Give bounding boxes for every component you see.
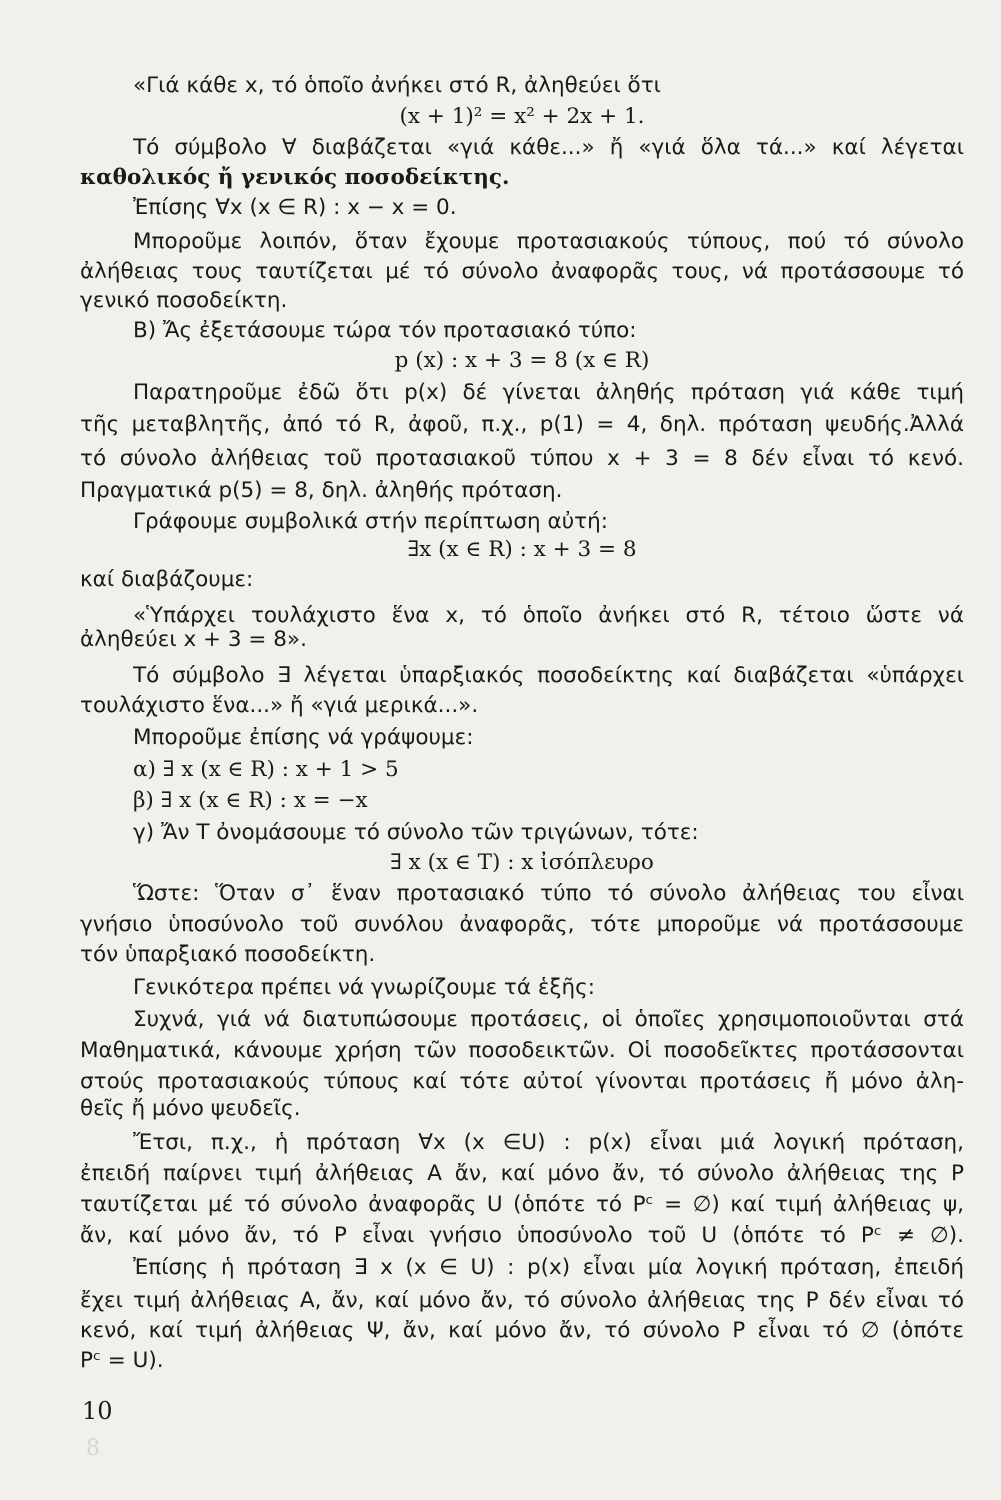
formula-line: β) ∃ x (x ∈ R) : x = −x [133, 788, 368, 813]
text-line: Γράφουμε συμβολικά στήν περίπτωση αὐτή: [133, 509, 608, 534]
text-line: «Γιά κάθε x, τό ὁποῖο ἀνήκει στό R, ἀληθεύει ὅτι [133, 73, 661, 98]
text-line: Τό σύμβολο ∀ διαβάζεται «γιά κάθε...» ἤ «γιά ὅλα τά...» καί λέγεται [133, 135, 964, 160]
text-line: στούς προτασιακούς τύπους καί τότε αὐτοί γίνονται προτάσεις ἤ μόνο ἀλη- [80, 1069, 964, 1094]
text-line: «Ὑπάρχει τουλάχιστο ἕνα x, τό ὁποῖο ἀνήκει στό R, τέτοιο ὥστε νά [133, 603, 964, 628]
formula-line: (x + 1)² = x² + 2x + 1. [399, 104, 645, 129]
formula-line: p (x) : x + 3 = 8 (x ∈ R) [394, 348, 650, 373]
text-line: Παρατηροῦμε ἐδῶ ὅτι p(x) δέ γίνεται ἀληθής πρόταση γιά κάθε τιμή [133, 380, 964, 405]
text-line: καί διαβάζουμε: [80, 567, 254, 592]
text-line: γενικό ποσοδείκτη. [80, 288, 288, 313]
text-line: Μποροῦμε λοιπόν, ὅταν ἔχουμε προτασιακούς τύπους, πού τό σύνολο [133, 229, 964, 254]
text-line: τό σύνολο ἀλήθειας τοῦ προτασιακοῦ τύπου x + 3 = 8 δέν εἶναι τό κενό. [80, 446, 964, 471]
text-line: Ἔτσι, π.χ., ἡ πρόταση ∀x (x ∈U) : p(x) εἶναι μιά λογική πρόταση, [133, 1130, 964, 1155]
text-line: Πραγματικά p(5) = 8, δηλ. ἀληθής πρόταση. [80, 478, 563, 503]
text-line: Ἐπίσης ἡ πρόταση ∃ x (x ∈ U) : p(x) εἶναι μία λογική πρόταση, ἐπειδή [133, 1255, 964, 1280]
formula-line: α) ∃ x (x ∈ R) : x + 1 > 5 [133, 757, 399, 782]
text-line: τουλάχιστο ἕνα...» ἤ «γιά μερικά...». [80, 693, 479, 718]
text-line: Β) Ἄς ἐξετάσουμε τώρα τόν προτασιακό τύπο: [133, 318, 637, 343]
formula-line: ∃x (x ∈ R) : x + 3 = 8 [407, 537, 637, 562]
text-line: ἄν, καί μόνο ἄν, τό Ρ εἶναι γνήσιο ὑποσύνολο τοῦ U (ὁπότε τό Ρᶜ ≠ ∅). [80, 1223, 964, 1248]
text-line: Ὥστε: Ὅταν σ᾽ ἕναν προτασιακό τύπο τό σύνολο ἀλήθειας του εἶναι [133, 881, 964, 906]
text-line: ἐπειδή παίρνει τιμή ἀλήθειας Α ἄν, καί μόνο ἄν, τό σύνολο ἀλήθειας της Ρ [80, 1161, 964, 1186]
formula-line: ∃ x (x ∈ Τ) : x ἰσόπλευρο [390, 850, 654, 875]
text-line: Μαθηματικά, κάνουμε χρήση τῶν ποσοδεικτῶν. Οἱ ποσοδεῖκτες προτάσσονται [80, 1038, 964, 1063]
text-line: γνήσιο ὑποσύνολο τοῦ συνόλου ἀναφορᾶς, τότε μποροῦμε νά προτάσσουμε [80, 912, 964, 937]
text-line: κενό, καί τιμή ἀλήθειας Ψ, ἄν, καί μόνο ἄν, τό σύνολο Ρ εἶναι τό ∅ (ὁπότε [80, 1318, 964, 1343]
text-line: γ) Ἄν Τ ὀνομάσουμε τό σύνολο τῶν τριγώνων, τότε: [133, 820, 699, 845]
text-line: Τό σύμβολο ∃ λέγεται ὑπαρξιακός ποσοδείκτης καί διαβάζεται «ὑπάρχει [133, 663, 964, 688]
text-line: Γενικότερα πρέπει νά γνωρίζουμε τά ἑξῆς: [133, 975, 595, 1000]
text-line: Συχνά, γιά νά διατυπώσουμε προτάσεις, οἱ ὁποῖες χρησιμοποιοῦνται στά [133, 1007, 964, 1032]
text-line: ἔχει τιμή ἀλήθειας Α, ἄν, καί μόνο ἄν, τό σύνολο ἀλήθειας της Ρ δέν εἶναι τό [80, 1288, 964, 1313]
text-line: Ἐπίσης ∀x (x ∈ R) : x − x = 0. [133, 195, 457, 220]
text-line: Ρᶜ = U). [80, 1348, 164, 1373]
text-line: τόν ὑπαρξιακό ποσοδείκτη. [80, 942, 376, 967]
text-line: θεῖς ἤ μόνο ψευδεῖς. [80, 1096, 301, 1121]
text-line: ἀληθεύει x + 3 = 8». [80, 627, 307, 652]
text-line: ἀλήθειας τους ταυτίζεται μέ τό σύνολο ἀναφορᾶς τους, νά προτάσσουμε τό [80, 259, 964, 284]
text-line: ταυτίζεται μέ τό σύνολο ἀναφορᾶς U (ὁπότε τό Ρᶜ = ∅) καί τιμή ἀλήθειας ψ, [80, 1192, 964, 1217]
text-line: Μποροῦμε ἐπίσης νά γράψουμε: [133, 725, 474, 750]
bleed-through-page-number: 8 [86, 1436, 100, 1461]
page-number: 10 [82, 1397, 113, 1425]
bold-term-line: καθολικός ἤ γενικός ποσοδείκτης. [80, 165, 510, 190]
text-line: τῆς μεταβλητῆς, ἀπό τό R, ἀφοῦ, π.χ., p(1) = 4, δηλ. πρόταση ψευδής.Ἀλλά [80, 412, 964, 437]
